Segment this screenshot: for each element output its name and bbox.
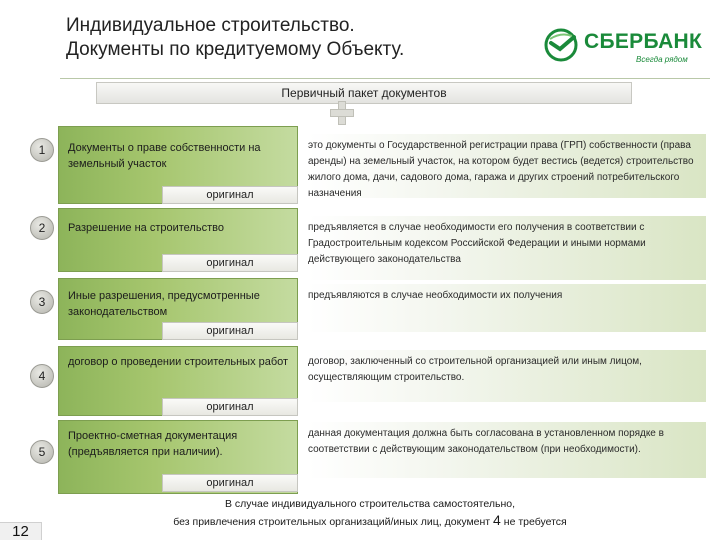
document-note-1: это документы о Государственной регистрации права (ГРП) собственности (права аренды) на земельный участок, на котором будет вестись (ведется) строительство жилого дома, дачи, садового дома, гаража и других строений потребительского назначения: [308, 134, 706, 198]
title-line-1: Индивидуальное строительство.: [66, 15, 355, 36]
document-note-5: данная документация должна быть согласована в установленном порядке в соответствии с действующим законодательством (при необходимости).: [308, 422, 706, 478]
sberbank-logo-icon: [544, 28, 578, 62]
original-tag-1: оригинал: [162, 186, 298, 204]
document-label-1: Документы о праве собственности на земельный участок: [68, 142, 261, 170]
page-title: [66, 14, 404, 62]
document-label-4: договор о проведении строительных работ: [68, 356, 289, 368]
footer-line-1: В случае индивидуального строительства самостоятельно,: [224, 498, 515, 510]
logo-slogan: Всегда рядом: [636, 55, 688, 64]
footer-document-number: 4: [493, 512, 501, 528]
original-tag-4: оригинал: [162, 398, 298, 416]
original-tag-2: оригинал: [162, 254, 298, 272]
item-number-1: 1: [30, 138, 54, 162]
page-number: 12: [0, 522, 42, 540]
document-label-2: Разрешение на строительство: [68, 222, 224, 234]
document-note-2: предъявляется в случае необходимости его получения в соответствии с Градостроительным кодексом Российской Федерации и иными нормами действующего законодательства: [308, 216, 706, 280]
title-divider: [60, 78, 710, 79]
package-header: Первичный пакет документов: [96, 82, 632, 104]
footer-text-before: без привлечения строительных организаций/иных лиц, документ: [173, 516, 491, 528]
item-number-5: 5: [30, 440, 54, 464]
title-line-2: Документы по кредитуемому Объекту.: [66, 39, 405, 60]
sberbank-logo: [544, 26, 703, 70]
item-number-2: 2: [30, 216, 54, 240]
item-number-3: 3: [30, 290, 54, 314]
document-label-3: Иные разрешения, предусмотренные законодательством: [68, 290, 260, 318]
document-note-4: договор, заключенный со строительной организацией или иным лицом, осуществляющим строительство.: [308, 350, 706, 402]
footer-line-2: [100, 512, 640, 530]
footer-note: [100, 496, 640, 530]
document-note-3: предъявляются в случае необходимости их получения: [308, 284, 706, 332]
plus-icon: [330, 101, 352, 123]
document-label-5: Проектно-сметная документация (предъявляется при наличии).: [68, 430, 238, 458]
footer-text-after: не требуется: [503, 516, 567, 528]
original-tag-3: оригинал: [162, 322, 298, 340]
logo-text: СБЕРБАНК: [584, 30, 703, 53]
item-number-4: 4: [30, 364, 54, 388]
original-tag-5: оригинал: [162, 474, 298, 492]
